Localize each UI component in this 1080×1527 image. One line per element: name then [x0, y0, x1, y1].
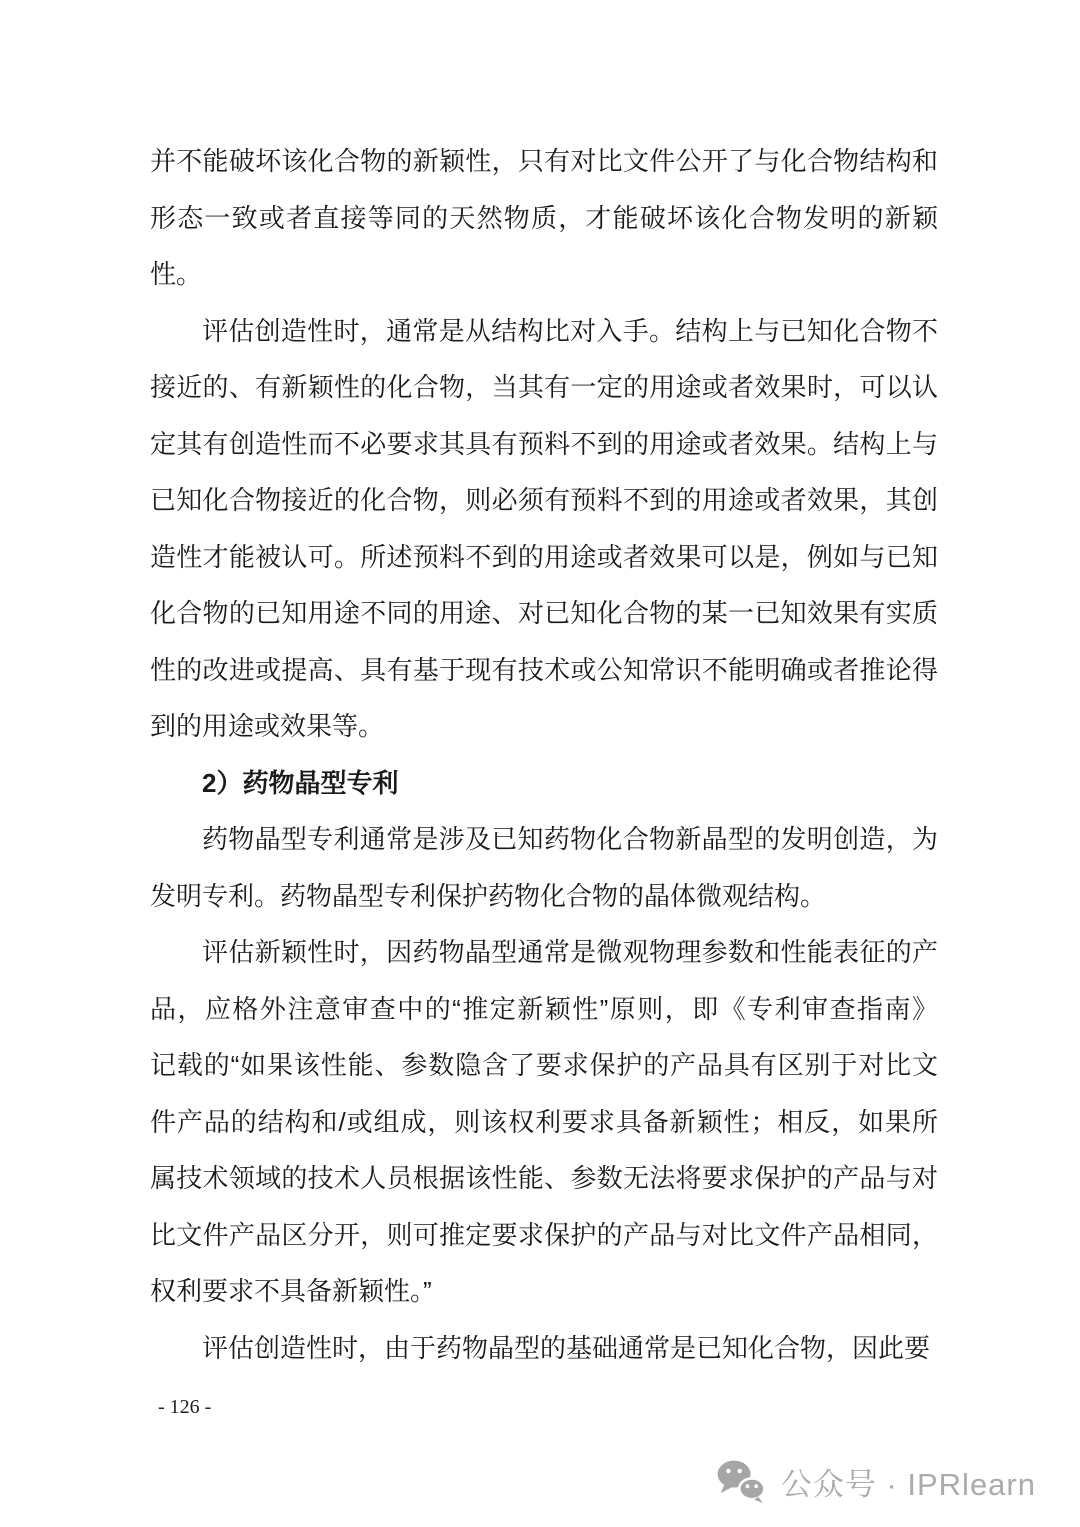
text-line: 2）药物晶型专利 [202, 767, 399, 798]
text-line: 评估创造性时，通常是从结构比对入手。结构上与已知化合物不 [202, 315, 938, 346]
paragraph [150, 924, 938, 1320]
text-line: 发明专利。药物晶型专利保护药物化合物的晶体微观结构。 [150, 880, 827, 911]
text-line: 化合物的已知用途不同的用途、对已知化合物的某一已知效果有实质 [150, 598, 938, 628]
text-line: 比文件产品区分开，则可推定要求保护的产品与对比文件产品相同， [150, 1219, 938, 1250]
text-line: 性的改进或提高、具有基于现有技术或公知常识不能明确或者推论得 [150, 654, 938, 685]
text-line: 并不能破坏该化合物的新颖性，只有对比文件公开了与化合物结构和 [150, 146, 938, 176]
paragraph [150, 811, 938, 924]
text-line: 记载的“如果该性能、参数隐含了要求保护的产品具有区别于对比文 [150, 1050, 938, 1080]
text-line: 权利要求不具备新颖性。” [150, 1276, 432, 1306]
text-line: 接近的、有新颖性的化合物，当其有一定的用途或者效果时，可以认 [150, 372, 938, 402]
text-line: 品，应格外注意审查中的“推定新颖性”原则，即《专利审查指南》 [150, 993, 938, 1024]
text-line: 属技术领域的技术人员根据该性能、参数无法将要求保护的产品与对 [150, 1163, 938, 1193]
text-line: 造性才能被认可。所述预料不到的用途或者效果可以是，例如与已知 [150, 541, 938, 572]
paragraph [150, 1320, 938, 1377]
paragraph [150, 133, 938, 303]
text-line: 性。 [150, 259, 203, 289]
document-body [150, 133, 938, 1376]
text-line: 药物晶型专利通常是涉及已知药物化合物新晶型的发明创造，为 [202, 824, 938, 854]
section-heading [150, 755, 938, 812]
page-number: - 126 - [158, 1396, 212, 1418]
text-line: 已知化合物接近的化合物，则必须有预料不到的用途或者效果，其创 [150, 485, 938, 515]
text-line: 评估新颖性时，因药物晶型通常是微观物理参数和性能表征的产 [202, 937, 938, 967]
text-line: 形态一致或者直接等同的天然物质，才能破坏该化合物发明的新颖 [150, 202, 938, 233]
text-line: 定其有创造性而不必要求其具有预料不到的用途或者效果。结构上与 [150, 428, 938, 459]
text-line: 评估创造性时，由于药物晶型的基础通常是已知化合物，因此要 [202, 1332, 931, 1363]
text-line: 件产品的结构和/或组成，则该权利要求具备新颖性；相反，如果所 [150, 1106, 938, 1137]
wechat-icon [715, 1458, 767, 1504]
paragraph [150, 303, 938, 755]
watermark-label: 公众号 · IPRlearn [780, 1466, 1036, 1502]
text-line: 到的用途或效果等。 [150, 711, 385, 741]
watermark [715, 1458, 1036, 1504]
